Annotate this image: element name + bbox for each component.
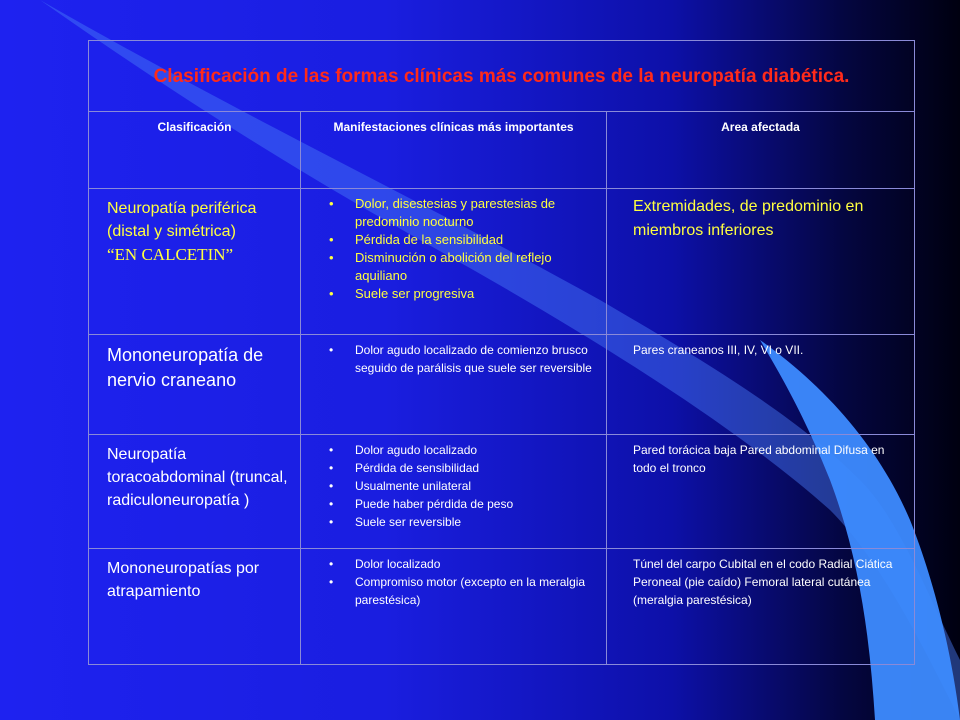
row-classification: Neuropatía toracoabdominal (truncal, radiculoneuropatía ) <box>89 435 301 549</box>
bullet-icon: • <box>329 575 334 589</box>
bullet-icon: • <box>329 479 334 493</box>
header-manifestations: Manifestaciones clínicas más importantes <box>301 112 607 189</box>
bullet-icon: • <box>329 497 334 511</box>
bullet-icon: • <box>329 196 334 211</box>
row-manifestations <box>301 335 607 435</box>
table-row <box>89 549 915 665</box>
row-manifestations <box>301 435 607 549</box>
bullet-icon: • <box>329 286 334 301</box>
manifestations-list <box>327 441 600 531</box>
row-area: Túnel del carpo Cubital en el codo Radial Ciática Peroneal (pie caído) Femoral lateral cutánea (meralgia parestésica) <box>607 549 915 665</box>
table-title: Clasificación de las formas clínicas más comunes de la neuropatía diabética. <box>89 41 915 112</box>
list-item: • Usualmente unilateral <box>329 479 472 493</box>
row-area: Extremidades, de predominio en miembros inferiores <box>607 189 915 335</box>
row-manifestations <box>301 549 607 665</box>
bullet-icon: • <box>329 515 334 529</box>
table-row <box>89 189 915 335</box>
bullet-icon: • <box>329 232 334 247</box>
row-area: Pared torácica baja Pared abdominal Difusa en todo el tronco <box>607 435 915 549</box>
row-classification: Mononeuropatía de nervio craneano <box>89 335 301 435</box>
list-item: • Dolor localizado <box>329 557 441 571</box>
bullet-icon: • <box>329 343 334 357</box>
row-classification: Mononeuropatías por atrapamiento <box>89 549 301 665</box>
list-item: • Suele ser progresiva <box>329 286 475 301</box>
list-item: • Disminución o abolición del reflejo aquiliano <box>329 250 552 283</box>
row-manifestations <box>301 189 607 335</box>
list-item: • Compromiso motor (excepto en la meralgia parestésica) <box>329 575 586 607</box>
manifestations-list <box>327 341 600 377</box>
header-area: Area afectada <box>607 112 915 189</box>
bullet-icon: • <box>329 250 334 265</box>
row-classification <box>89 189 301 335</box>
bullet-icon: • <box>329 443 334 457</box>
table-row <box>89 335 915 435</box>
classification-table <box>88 40 915 665</box>
row-area: Pares craneanos III, IV, VI o VII. <box>607 335 915 435</box>
bullet-icon: • <box>329 557 334 571</box>
manifestations-list <box>327 195 600 303</box>
header-classification: Clasificación <box>89 112 301 189</box>
list-item: • Pérdida de sensibilidad <box>329 461 480 475</box>
list-item: • Suele ser reversible <box>329 515 462 529</box>
table-row <box>89 435 915 549</box>
list-item: • Dolor, disestesias y parestesias de predominio nocturno <box>329 196 556 229</box>
list-item: • Pérdida de la sensibilidad <box>329 232 504 247</box>
manifestations-list <box>327 555 600 609</box>
list-item: • Dolor agudo localizado de comienzo brusco seguido de parálisis que suele ser reversible <box>329 343 592 375</box>
list-item: • Puede haber pérdida de peso <box>329 497 514 511</box>
list-item: • Dolor agudo localizado <box>329 443 478 457</box>
bullet-icon: • <box>329 461 334 475</box>
classification-text: Neuropatía periférica (distal y simétrica) <box>107 200 257 240</box>
classification-note: “EN CALCETIN” <box>107 245 234 264</box>
